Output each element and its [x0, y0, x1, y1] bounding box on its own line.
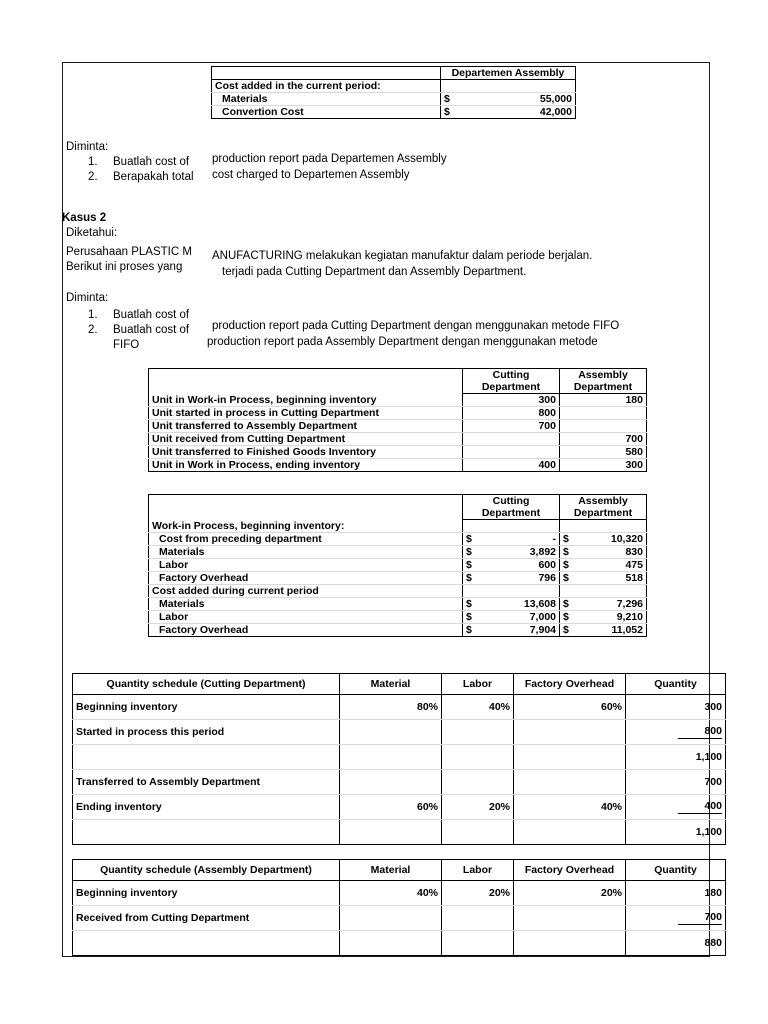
cutting-value	[463, 610, 560, 623]
cutting-value	[463, 520, 560, 533]
assembly-value	[560, 545, 647, 558]
row-label: Unit in Work-in Process, beginning inventory	[149, 394, 463, 407]
row-label	[73, 745, 340, 770]
quantity-value-subtotal-rule	[626, 720, 726, 745]
kasus-2-heading: Kasus 2	[62, 212, 107, 224]
amount: 796	[538, 571, 556, 584]
labor-value	[442, 820, 514, 845]
kasus-2-line2-left: Berikut ini proses yang	[66, 261, 183, 273]
row-label: Labor	[149, 558, 463, 571]
overhead-value	[514, 770, 626, 795]
row-label: Factory Overhead	[149, 571, 463, 584]
table-header-row	[149, 369, 647, 382]
assembly-value	[560, 520, 647, 533]
currency-symbol: $	[444, 106, 450, 118]
table-header-row	[149, 495, 647, 508]
column-header-assembly-department: Department	[560, 507, 647, 520]
assembly-value	[560, 558, 647, 571]
amount: 13,608	[523, 597, 556, 610]
cutting-value	[463, 571, 560, 584]
table-cost-added-current-period	[211, 66, 576, 119]
row-label: Cost added during current period	[149, 584, 463, 597]
column-header-cutting-department: Department	[463, 507, 560, 520]
column-header-quantity: Quantity	[626, 674, 726, 695]
overhead-value	[514, 906, 626, 931]
quantity-value: 700	[678, 911, 722, 925]
quantity-value: 800	[678, 725, 722, 739]
currency-symbol: $	[563, 571, 569, 584]
table-row	[149, 407, 647, 420]
diminta-2-item-2-lead2: FIFO	[113, 339, 140, 351]
table-row	[212, 80, 576, 93]
table-row	[212, 93, 576, 106]
cell-blank	[212, 67, 441, 80]
column-header-departemen-assembly: Departemen Assembly	[441, 67, 576, 80]
table-row	[73, 695, 726, 720]
material-value	[340, 906, 442, 931]
cutting-value: 800	[463, 407, 560, 420]
labor-value	[442, 906, 514, 931]
column-header-cutting-department: Department	[463, 381, 560, 394]
material-value: 60%	[340, 795, 442, 820]
row-label: Labor	[149, 610, 463, 623]
assembly-value	[560, 623, 647, 636]
table-row	[149, 584, 647, 597]
diminta-2-item-2-number: 2.	[88, 324, 98, 336]
currency-symbol: $	[466, 597, 472, 610]
table-row	[212, 67, 576, 80]
table-row	[73, 795, 726, 820]
assembly-value	[560, 571, 647, 584]
assembly-value: 180	[560, 394, 647, 407]
assembly-value	[560, 597, 647, 610]
row-label: Beginning inventory	[73, 695, 340, 720]
row-value	[441, 106, 576, 119]
labor-value	[442, 720, 514, 745]
table-row	[149, 532, 647, 545]
row-label: Beginning inventory	[73, 881, 340, 906]
column-header-material: Material	[340, 860, 442, 881]
table-row	[149, 394, 647, 407]
row-label: Factory Overhead	[149, 623, 463, 636]
material-value	[340, 931, 442, 956]
amount: 55,000	[539, 93, 572, 105]
labor-value: 40%	[442, 695, 514, 720]
kasus-2-diketahui-label: Diketahui:	[66, 227, 118, 239]
quantity-value-subtotal-rule	[626, 906, 726, 931]
schedule-title-cutting: Quantity schedule (Cutting Department)	[73, 674, 340, 695]
column-header-cutting: Cutting	[463, 369, 560, 382]
overhead-value	[514, 931, 626, 956]
labor-value	[442, 931, 514, 956]
diminta-1-item-1-lead: Buatlah cost of	[113, 156, 190, 168]
amount: 7,296	[616, 597, 643, 610]
kasus-2-line1-right: ANUFACTURING melakukan kegiatan manufaktur dalam periode berjalan.	[212, 250, 593, 262]
cell-blank	[149, 369, 463, 394]
row-label	[73, 931, 340, 956]
amount: 475	[625, 558, 643, 571]
column-header-assembly-department: Department	[560, 381, 647, 394]
assembly-value	[560, 407, 647, 420]
table-row	[149, 597, 647, 610]
column-header-assembly: Assembly	[560, 495, 647, 508]
cell-blank	[149, 495, 463, 520]
table-row	[73, 931, 726, 956]
diminta-2-item-2-lead: Buatlah cost of	[113, 324, 190, 336]
cutting-value	[463, 597, 560, 610]
table-row	[149, 520, 647, 533]
overhead-value	[514, 820, 626, 845]
table-quantity-schedule-cutting	[72, 673, 726, 845]
amount: -	[552, 532, 556, 545]
column-header-cutting: Cutting	[463, 495, 560, 508]
row-label: Materials	[149, 545, 463, 558]
cutting-value	[463, 584, 560, 597]
column-header-factory-overhead: Factory Overhead	[514, 674, 626, 695]
table-row	[149, 459, 647, 472]
material-value	[340, 820, 442, 845]
overhead-value: 40%	[514, 795, 626, 820]
row-label: Work-in Process, beginning inventory:	[149, 520, 463, 533]
row-label: Unit transferred to Finished Goods Inventory	[149, 446, 463, 459]
material-value: 40%	[340, 881, 442, 906]
row-label: Convertion Cost	[212, 106, 441, 119]
quantity-value: 300	[626, 695, 726, 720]
diminta-2-item-2-text: production report pada Assembly Department dengan menggunakan metode	[207, 336, 598, 348]
diminta-1-item-2-text: cost charged to Departemen Assembly	[212, 169, 410, 181]
table-row	[73, 770, 726, 795]
column-header-factory-overhead: Factory Overhead	[514, 860, 626, 881]
quantity-value-subtotal-rule	[626, 795, 726, 820]
amount: 518	[625, 571, 643, 584]
material-value	[340, 770, 442, 795]
kasus-2-line2-right: terjadi pada Cutting Department dan Assembly Department.	[222, 266, 527, 278]
column-header-assembly: Assembly	[560, 369, 647, 382]
amount: 830	[625, 545, 643, 558]
table-row	[149, 610, 647, 623]
amount: 42,000	[539, 106, 572, 118]
assembly-value: 580	[560, 446, 647, 459]
row-label: Cost from preceding department	[149, 532, 463, 545]
labor-value: 20%	[442, 881, 514, 906]
table-row	[149, 420, 647, 433]
currency-symbol: $	[444, 93, 450, 105]
table-header-row	[73, 674, 726, 695]
overhead-value: 20%	[514, 881, 626, 906]
diminta-1-item-2-number: 2.	[88, 171, 98, 183]
cutting-value	[463, 433, 560, 446]
table-row	[149, 623, 647, 636]
diminta-2-item-1-lead: Buatlah cost of	[113, 309, 190, 321]
table-quantity-schedule-assembly	[72, 859, 726, 956]
cutting-value	[463, 532, 560, 545]
kasus-2-line1-left: Perusahaan PLASTIC M	[66, 246, 192, 258]
column-header-material: Material	[340, 674, 442, 695]
amount: 600	[538, 558, 556, 571]
table-row	[73, 720, 726, 745]
material-value	[340, 720, 442, 745]
amount: 7,000	[529, 610, 556, 623]
row-label: Unit received from Cutting Department	[149, 433, 463, 446]
overhead-value: 60%	[514, 695, 626, 720]
cutting-value: 300	[463, 394, 560, 407]
row-label	[73, 820, 340, 845]
assembly-value	[560, 532, 647, 545]
assembly-value	[560, 420, 647, 433]
amount: 9,210	[616, 610, 643, 623]
quantity-value: 1,100	[626, 745, 726, 770]
diminta-2-item-1-number: 1.	[88, 309, 98, 321]
labor-value	[442, 770, 514, 795]
row-label: Transferred to Assembly Department	[73, 770, 340, 795]
cutting-value	[463, 558, 560, 571]
row-label: Unit transferred to Assembly Department	[149, 420, 463, 433]
row-label: Received from Cutting Department	[73, 906, 340, 931]
row-label: Materials	[149, 597, 463, 610]
diminta-2-heading: Diminta:	[66, 292, 109, 304]
diminta-1-item-1-number: 1.	[88, 156, 98, 168]
row-label: Materials	[212, 93, 441, 106]
diminta-1-item-1-text: production report pada Departemen Assembly	[212, 153, 447, 165]
cutting-value	[463, 623, 560, 636]
cutting-value: 400	[463, 459, 560, 472]
table-row	[73, 820, 726, 845]
table-row	[149, 446, 647, 459]
column-header-labor: Labor	[442, 674, 514, 695]
amount: 11,052	[611, 623, 643, 636]
diminta-1-heading: Diminta:	[66, 141, 109, 153]
table-row	[149, 433, 647, 446]
cutting-value	[463, 545, 560, 558]
column-header-quantity: Quantity	[626, 860, 726, 881]
material-value	[340, 745, 442, 770]
amount: 10,320	[610, 532, 643, 545]
quantity-value: 700	[626, 770, 726, 795]
table-row	[73, 881, 726, 906]
table-row	[212, 106, 576, 119]
table-header-row	[73, 860, 726, 881]
diminta-1-item-2-lead: Berapakah total	[113, 171, 194, 183]
row-label: Cost added in the current period:	[212, 80, 441, 93]
quantity-value: 880	[626, 931, 726, 956]
currency-symbol: $	[466, 558, 472, 571]
cutting-value	[463, 446, 560, 459]
material-value: 80%	[340, 695, 442, 720]
amount: 3,892	[529, 545, 556, 558]
quantity-value: 1,100	[626, 820, 726, 845]
currency-symbol: $	[563, 558, 569, 571]
currency-symbol: $	[466, 623, 472, 636]
row-value	[441, 93, 576, 106]
row-label: Unit started in process in Cutting Department	[149, 407, 463, 420]
row-label: Ending inventory	[73, 795, 340, 820]
currency-symbol: $	[563, 532, 569, 545]
row-value	[441, 80, 576, 93]
quantity-value: 400	[678, 800, 722, 814]
currency-symbol: $	[563, 545, 569, 558]
amount: 7,904	[529, 623, 556, 636]
column-header-labor: Labor	[442, 860, 514, 881]
table-row	[149, 571, 647, 584]
overhead-value	[514, 745, 626, 770]
table-row	[73, 745, 726, 770]
table-unit-quantities	[148, 368, 647, 472]
labor-value: 20%	[442, 795, 514, 820]
table-costs	[148, 494, 647, 637]
schedule-title-assembly: Quantity schedule (Assembly Department)	[73, 860, 340, 881]
quantity-value: 180	[626, 881, 726, 906]
labor-value	[442, 745, 514, 770]
cutting-value: 700	[463, 420, 560, 433]
currency-symbol: $	[563, 597, 569, 610]
row-label: Unit in Work in Process, ending inventory	[149, 459, 463, 472]
currency-symbol: $	[466, 532, 472, 545]
table-row	[73, 906, 726, 931]
currency-symbol: $	[466, 610, 472, 623]
currency-symbol: $	[466, 545, 472, 558]
currency-symbol: $	[466, 571, 472, 584]
currency-symbol: $	[563, 610, 569, 623]
overhead-value	[514, 720, 626, 745]
assembly-value	[560, 610, 647, 623]
currency-symbol: $	[563, 623, 569, 636]
assembly-value: 300	[560, 459, 647, 472]
assembly-value	[560, 584, 647, 597]
row-label: Started in process this period	[73, 720, 340, 745]
assembly-value: 700	[560, 433, 647, 446]
table-row	[149, 558, 647, 571]
diminta-2-item-1-text: production report pada Cutting Department dengan menggunakan metode FIFO	[212, 320, 620, 332]
table-row	[149, 545, 647, 558]
